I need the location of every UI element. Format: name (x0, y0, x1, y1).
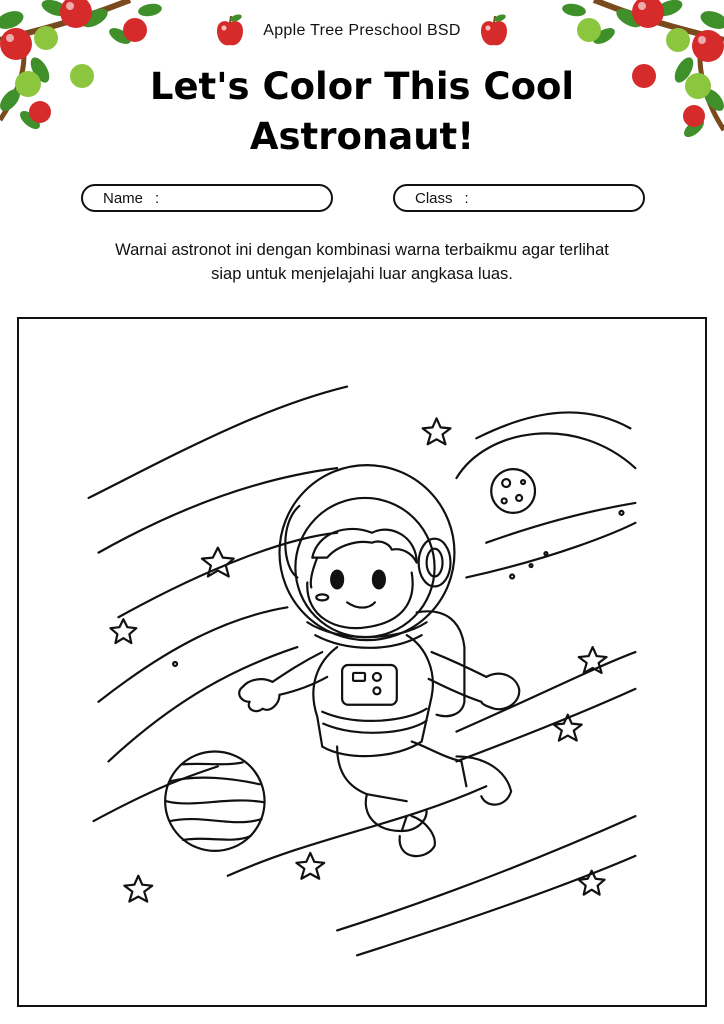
title-line-1: Let's Color This Cool (149, 65, 575, 108)
instruction-line-2: siap untuk menjelajahi luar angkasa luas. (211, 265, 513, 283)
page-title (0, 62, 724, 162)
name-field[interactable] (81, 184, 333, 212)
instruction-text (62, 238, 662, 286)
apple-icon (479, 14, 509, 48)
class-separator: : (464, 189, 469, 207)
name-label: Name (103, 189, 144, 207)
header (0, 14, 724, 48)
coloring-area (17, 317, 707, 1007)
title-line-2: Astronaut! (249, 115, 475, 158)
astronaut-coloring-illustration (19, 319, 705, 1005)
class-field[interactable] (393, 184, 645, 212)
school-name: Apple Tree Preschool BSD (263, 22, 461, 39)
apple-icon (215, 14, 245, 48)
class-label: Class (415, 189, 453, 207)
name-separator: : (155, 189, 160, 207)
instruction-line-1: Warnai astronot ini dengan kombinasi warna terbaikmu agar terlihat (115, 241, 609, 259)
school-line (0, 14, 724, 48)
